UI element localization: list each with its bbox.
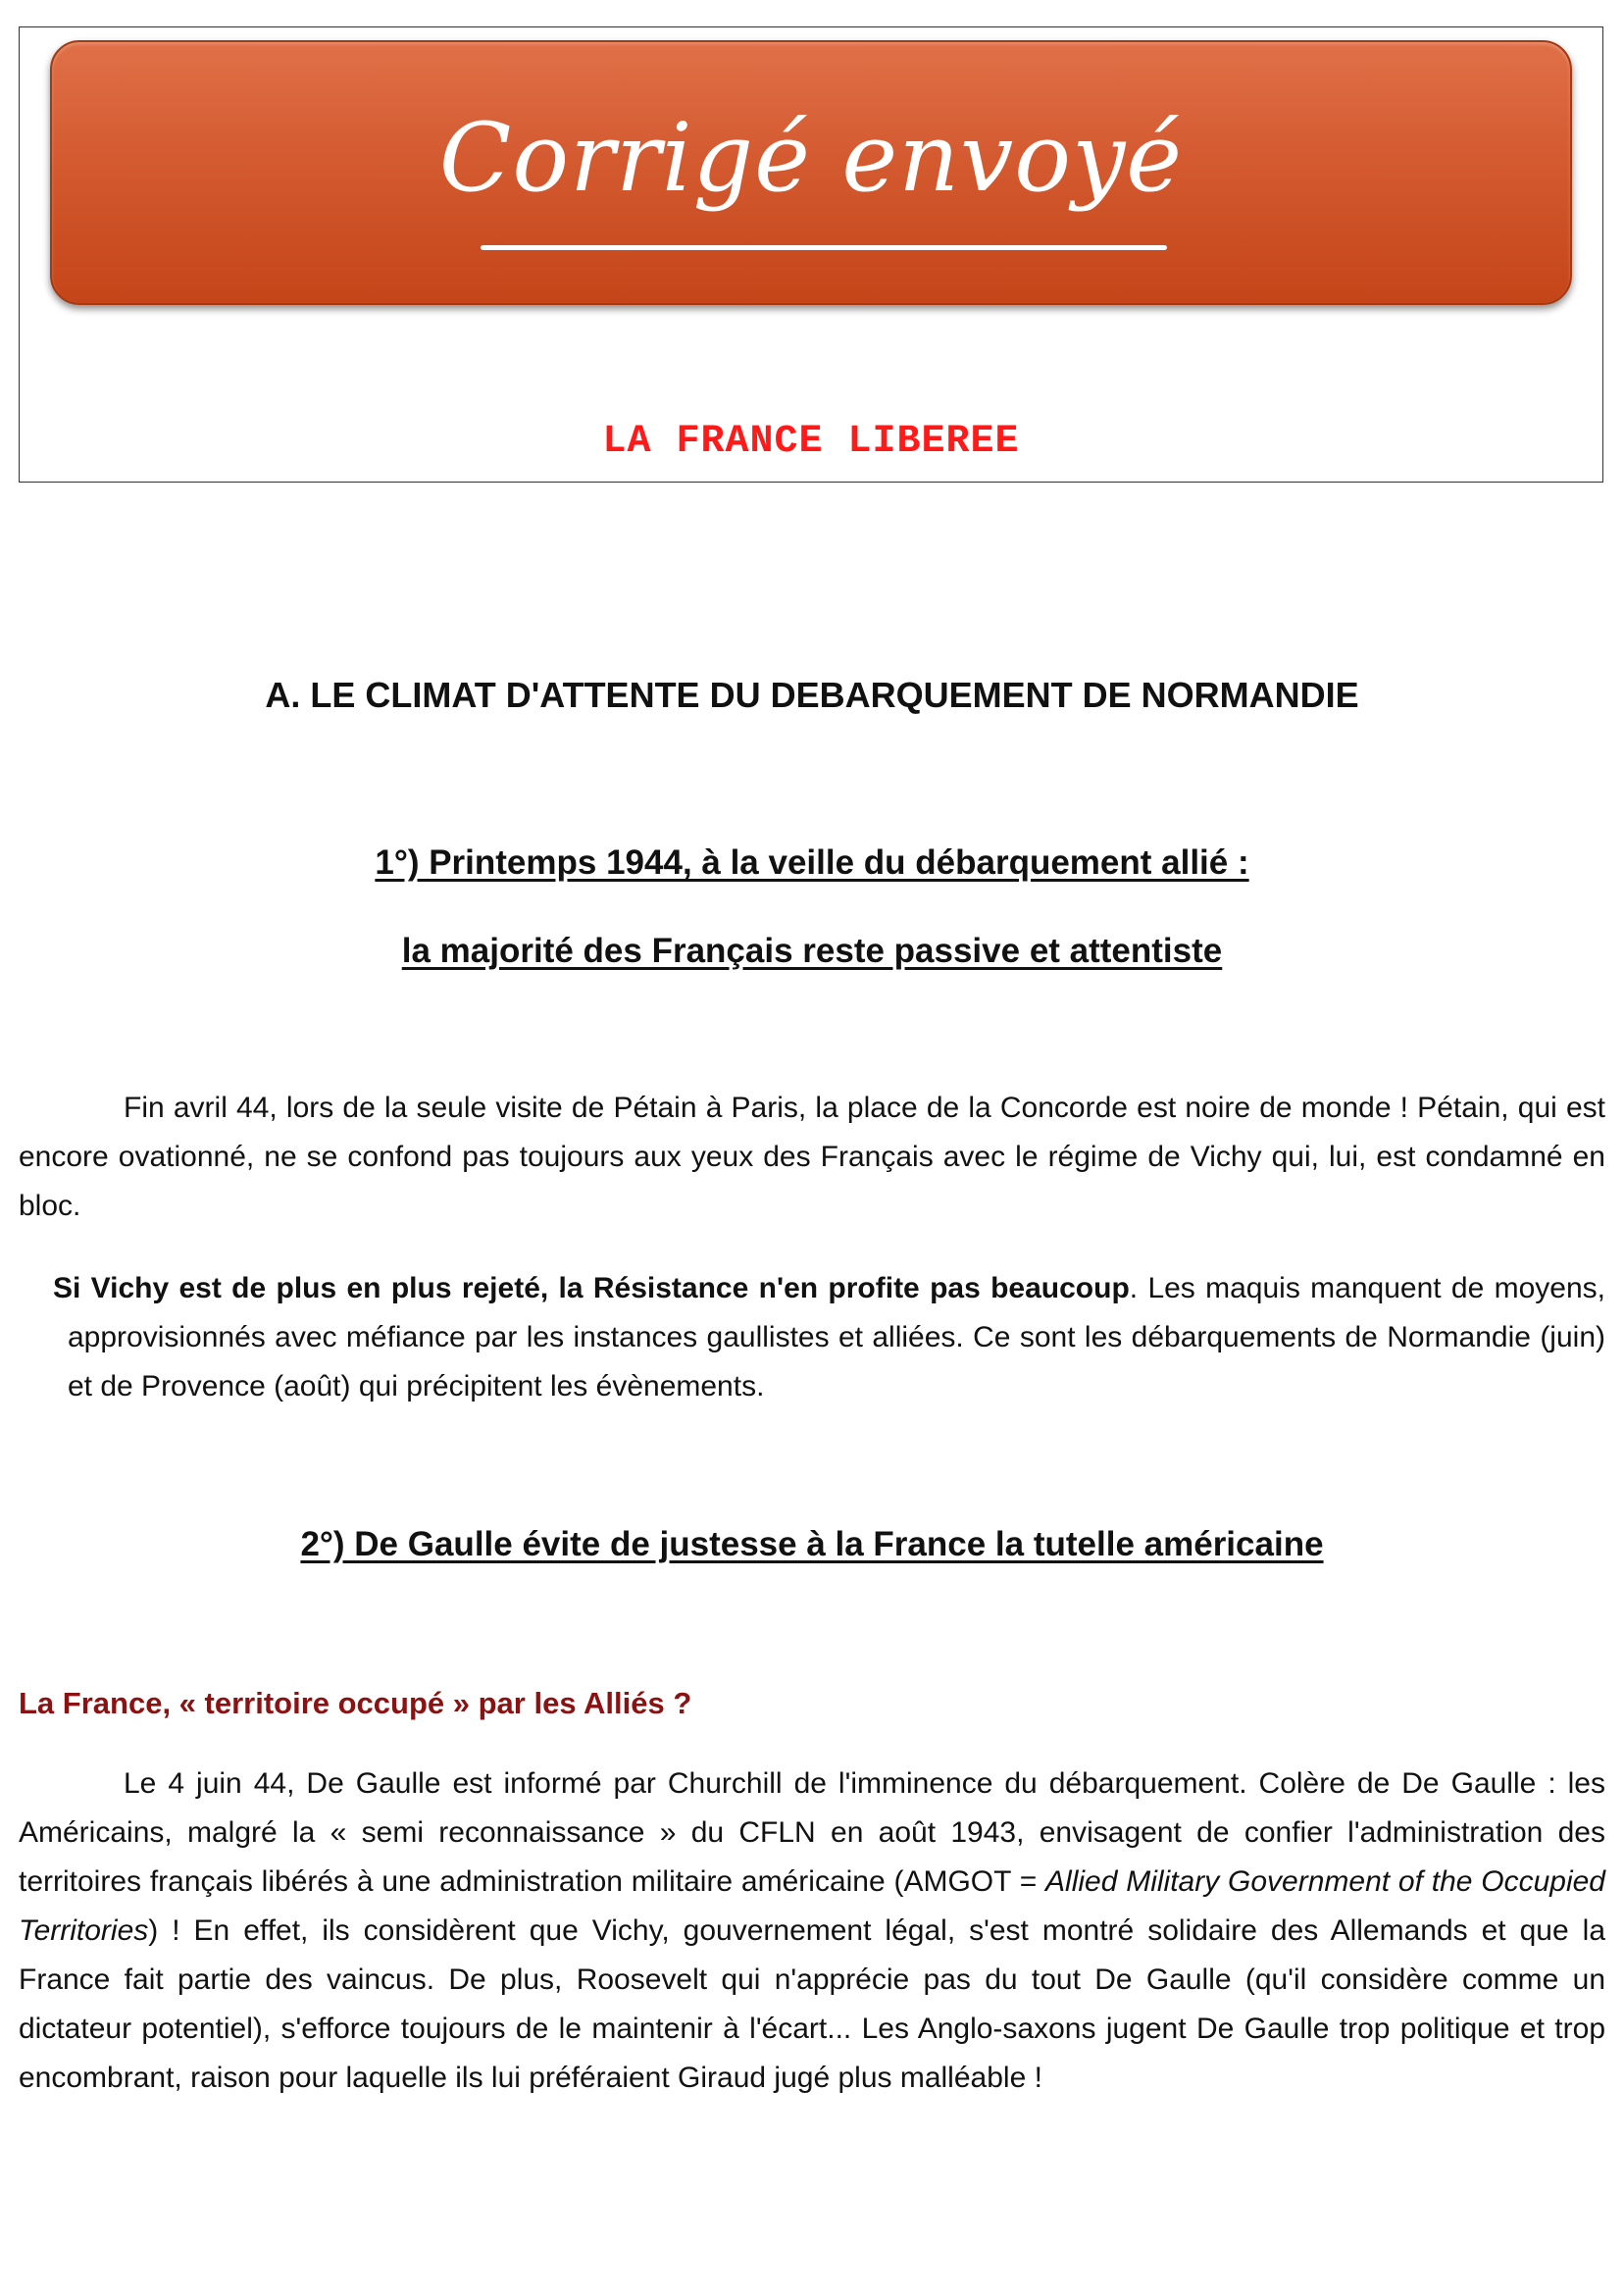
paragraph-vichy-rest: . Les maquis manquent de moyens, approvisionnés avec méfiance par les instances gaullistes et alliées. Ce sont les débarquements de Normandie (juin) et de Provence (août) qui précipitent les évènements. bbox=[68, 1272, 1605, 1402]
paragraph-de-gaulle-italic: Allied Military Government of the Occupied Territories bbox=[19, 1865, 1605, 1947]
paragraph-vichy-bold: Si Vichy est de plus en plus rejeté, la Résistance n'en profite pas beaucoup bbox=[53, 1272, 1130, 1304]
document-title: LA FRANCE LIBEREE bbox=[602, 420, 1020, 464]
subsection-2-title: 2°) De Gaulle évite de justesse à la France la tutelle américaine bbox=[300, 1525, 1324, 1563]
section-a-title: A. LE CLIMAT D'ATTENTE DU DEBARQUEMENT DE NORMANDIE bbox=[265, 675, 1359, 715]
paragraph-petain: Fin avril 44, lors de la seule visite de Pétain à Paris, la place de la Concorde est noire de monde ! Pétain, qui est encore ovationné, ne se confond pas toujours aux yeux des Français avec le régime de Vichy qui, lui, est condamné en bloc. bbox=[19, 1092, 1605, 1222]
banner-text: Corrigé envoyé bbox=[438, 103, 1184, 213]
paragraph-de-gaulle-start: Le 4 juin 44, De Gaulle est informé par Churchill de l'imminence du débarquement. Colère de De Gaulle : les Américains, malgré la « semi reconnaissance » du CFLN en août 1943, envisagent de confier l'administration des territoires français libérés à une administration militaire américaine (AMGOT = bbox=[19, 1767, 1605, 1898]
subsection-1-title-line1: 1°) Printemps 1944, à la veille du débarquement allié : bbox=[375, 843, 1249, 882]
subsection-1-title-line2: la majorité des Français reste passive et attentiste bbox=[401, 932, 1223, 970]
header-box bbox=[19, 26, 1603, 483]
paragraph-de-gaulle bbox=[19, 1759, 1605, 2103]
banner-underline bbox=[481, 245, 1167, 250]
paragraph-vichy-resistance bbox=[53, 1264, 1605, 1411]
red-subheading: La France, « territoire occupé » par les Alliés ? bbox=[19, 1686, 692, 1720]
corrige-banner bbox=[50, 40, 1572, 305]
paragraph-de-gaulle-end: ) ! En effet, ils considèrent que Vichy, gouvernement légal, s'est montré solidaire des Allemands et que la France fait partie des vaincus. De plus, Roosevelt qui n'apprécie pas du tout De Gaulle (qu'il considère comme un dictateur potentiel), s'efforce toujours de le maintenir à l'écart... Les Anglo-saxons jugent De Gaulle trop politique et trop encombrant, raison pour laquelle ils lui préféraient Giraud jugé plus malléable ! bbox=[19, 1914, 1605, 2094]
